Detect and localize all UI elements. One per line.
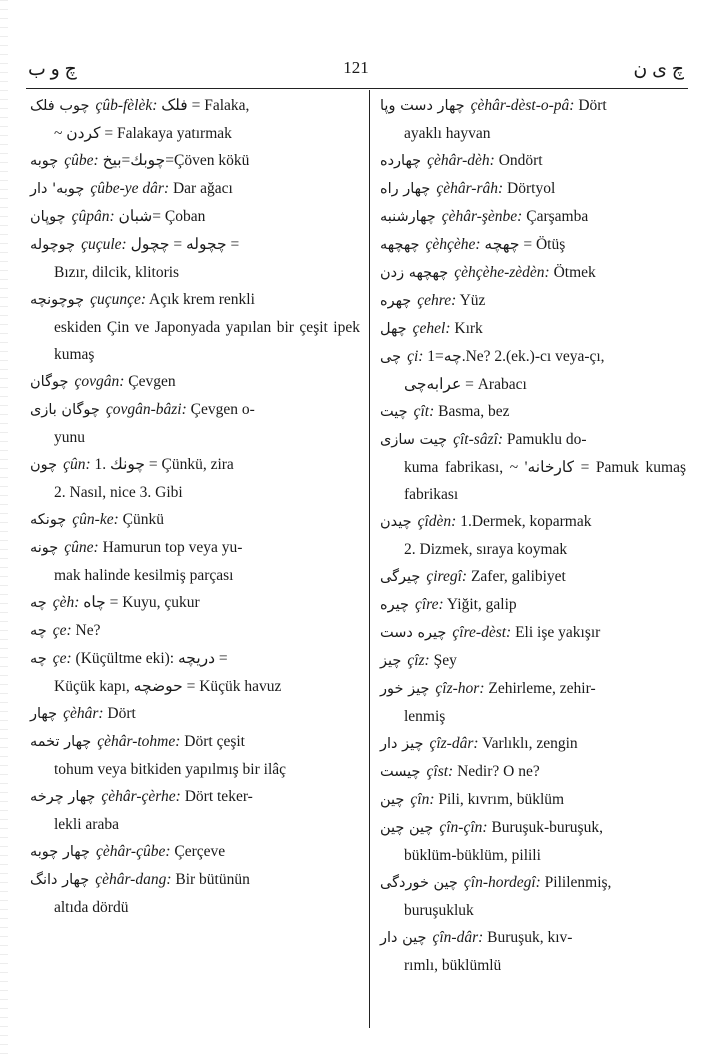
left-column (30, 92, 360, 921)
entry-arabic-script: چهچهه زدن (380, 265, 449, 281)
entry-transliteration: çèhçèhe: (425, 236, 481, 253)
entry-definition: Buruşuk, kıv- (483, 929, 573, 946)
entry-transliteration: çovgân-bâzi: (105, 401, 187, 418)
dictionary-entry (380, 287, 686, 315)
entry-transliteration: çiregî: (426, 568, 468, 585)
dictionary-entry (30, 203, 360, 231)
dictionary-entry (30, 368, 360, 396)
entry-arabic-script: چهار راه (380, 181, 431, 197)
entry-transliteration: çûpân: (71, 208, 115, 225)
entry-transliteration: çîn: (410, 791, 435, 808)
dictionary-entry (380, 786, 686, 814)
dictionary-entry (380, 426, 686, 508)
dictionary-entry (380, 814, 686, 869)
entry-transliteration: çe: (52, 622, 72, 639)
dictionary-entry (30, 92, 360, 147)
dictionary-entry (380, 869, 686, 924)
entry-continuation: Bızır, dilcik, klitoris (54, 264, 180, 281)
entry-transliteration: çèhâr-çûbe: (95, 843, 171, 860)
dictionary-entry (380, 619, 686, 647)
entry-arabic-script: چیز خور (380, 681, 430, 697)
entry-arabic-script: چیرگی (380, 569, 421, 585)
entry-transliteration: çûbe: (64, 152, 99, 169)
dictionary-entry (380, 730, 686, 758)
dictionary-entry (380, 508, 686, 563)
entry-continuation: عرابه‌چی = Arabacı (404, 376, 527, 393)
entry-arabic-script: چوب فلک (30, 98, 90, 114)
dictionary-entry (30, 728, 360, 783)
entry-transliteration: çîre: (414, 596, 444, 613)
entry-arabic-script: چون (30, 457, 58, 473)
dictionary-entry (30, 396, 360, 451)
entry-transliteration: çèhâr-dèst-o-pâ: (470, 97, 575, 114)
entry-definition: چهچه = Ötüş (480, 236, 566, 253)
entry-definition: Nedir? O ne? (453, 763, 540, 780)
entry-arabic-script: چی (380, 349, 402, 365)
dictionary-entry (30, 617, 360, 645)
entry-transliteration: çèhçèhe-zèdèn: (454, 264, 550, 281)
entry-arabic-script: چیت (380, 404, 408, 420)
header-left-letters: چ و ب (28, 59, 77, 80)
entry-continuation: eskiden Çin ve Japonyada yapılan bir çeşit ipek kumaş (54, 319, 360, 363)
dictionary-entry (30, 231, 360, 286)
entry-definition: Pililenmiş, (540, 874, 612, 891)
entry-definition: Dört teker- (180, 788, 253, 805)
entry-continuation: tohum veya bitkiden yapılmış bir ilâç (54, 761, 287, 778)
entry-definition: Açık krem renkli (146, 291, 255, 308)
entry-definition: Pili, kıvrım, büklüm (434, 791, 565, 808)
dictionary-entry (30, 589, 360, 617)
dictionary-entry (30, 506, 360, 534)
entry-definition: Yiğit, galip (443, 596, 517, 613)
entry-definition: Çevgen o- (186, 401, 255, 418)
dictionary-entry (30, 147, 360, 175)
entry-arabic-script: چوپان (30, 209, 66, 225)
dictionary-entry (380, 343, 686, 398)
dictionary-entry (30, 700, 360, 728)
entry-arabic-script: چیز (380, 653, 402, 669)
entry-continuation: yunu (54, 429, 85, 446)
entry-definition: Şey (429, 652, 457, 669)
header-rule (26, 88, 688, 89)
dictionary-entry (380, 924, 686, 979)
dictionary-entry (380, 203, 686, 231)
entry-transliteration: çîn-dâr: (432, 929, 484, 946)
entry-arabic-script: چین خوردگی (380, 875, 458, 891)
entry-transliteration: çèhâr-tohme: (97, 733, 181, 750)
entry-definition: Dar ağacı (169, 180, 233, 197)
dictionary-entry (380, 675, 686, 730)
entry-transliteration: çîst: (426, 763, 454, 780)
entry-arabic-script: چیست (380, 764, 421, 780)
entry-arabic-script: چهارده (380, 153, 422, 169)
entry-definition: Bir bütünün (171, 871, 250, 888)
entry-transliteration: çît: (413, 403, 435, 420)
entry-arabic-script: چونه (30, 540, 59, 556)
entry-transliteration: çe: (52, 650, 72, 667)
entry-arabic-script: چهره (380, 293, 412, 309)
entry-arabic-script: چهچهه (380, 237, 420, 253)
entry-arabic-script: چین دار (380, 930, 427, 946)
column-divider (369, 90, 370, 1028)
entry-definition: Hamurun top veya yu- (98, 539, 243, 556)
entry-transliteration: çèhâr-dèh: (427, 152, 495, 169)
entry-transliteration: çèhâr-şènbe: (441, 208, 523, 225)
dictionary-entry (380, 647, 686, 675)
dictionary-entry (30, 866, 360, 921)
entry-continuation: 2. Nasıl, nice 3. Gibi (54, 484, 183, 501)
entry-arabic-script: چوچونچه (30, 292, 85, 308)
entry-arabic-script: چه (30, 623, 47, 639)
entry-arabic-script: چونکه (30, 512, 67, 528)
entry-transliteration: çèhâr: (63, 705, 104, 722)
entry-transliteration: çûbe-ye dâr: (90, 180, 170, 197)
entry-definition: Basma, bez (434, 403, 510, 420)
dictionary-entry (30, 175, 360, 203)
entry-arabic-script: چه (30, 651, 47, 667)
entry-definition: (Küçültme eki): دریچه = (71, 650, 228, 667)
entry-transliteration: çîz-dâr: (429, 735, 479, 752)
entry-arabic-script: چوبه (30, 153, 59, 169)
entry-arabic-script: چوگان بازی (30, 402, 100, 418)
entry-continuation: 2. Dizmek, sıraya koymak (404, 541, 568, 558)
entry-definition: Ne? (71, 622, 101, 639)
dictionary-entry (30, 451, 360, 506)
dictionary-entry (380, 563, 686, 591)
entry-definition: فلک = Falaka, (157, 97, 250, 114)
entry-transliteration: çuçule: (81, 236, 127, 253)
entry-transliteration: çûne: (64, 539, 99, 556)
entry-arabic-script: چهار (30, 706, 58, 722)
entry-definition: Pamuklu do- (503, 431, 587, 448)
dictionary-entry (30, 645, 360, 700)
dictionary-entry (380, 398, 686, 426)
entry-arabic-script: چه (30, 595, 47, 611)
entry-continuation: ayaklı hayvan (404, 125, 491, 142)
entry-definition: Dörtyol (503, 180, 556, 197)
entry-arabic-script: چهار چرخه (30, 789, 96, 805)
entry-transliteration: çûn: (63, 456, 91, 473)
entry-transliteration: çèhâr-çèrhe: (101, 788, 181, 805)
dictionary-entry (380, 175, 686, 203)
entry-continuation: altıda dördü (54, 899, 129, 916)
entry-arabic-script: چیز دار (380, 736, 424, 752)
entry-transliteration: çîz-hor: (435, 680, 485, 697)
entry-transliteration: çîn-hordegî: (463, 874, 541, 891)
dictionary-entry (380, 92, 686, 147)
entry-definition: Dört (103, 705, 136, 722)
entry-definition: چه=1.Ne? 2.(ek.)-cı veya-çı, (423, 348, 605, 365)
entry-definition: Varlıklı, zengin (478, 735, 578, 752)
entry-transliteration: çèhâr-râh: (436, 180, 504, 197)
entry-definition: شبان= Çoban (114, 208, 206, 225)
header-right-letters: چ ی ن (633, 59, 684, 80)
entry-arabic-script: چوچوله (30, 237, 76, 253)
entry-continuation: büklüm-büklüm, pilili (404, 847, 541, 864)
entry-transliteration: çîre-dèst: (452, 624, 512, 641)
dictionary-entry (380, 315, 686, 343)
entry-definition: Çevgen (124, 373, 176, 390)
entry-transliteration: çîz: (407, 652, 430, 669)
dictionary-entry (30, 838, 360, 866)
entry-definition: چاه = Kuyu, çukur (79, 594, 200, 611)
entry-definition: Çarşamba (522, 208, 589, 225)
entry-arabic-script: چهار دانگ (30, 872, 90, 888)
entry-transliteration: çèh: (52, 594, 80, 611)
entry-arabic-script: چهارشنبه (380, 209, 436, 225)
entry-transliteration: çuçunçe: (90, 291, 147, 308)
entry-continuation: ~ كردن = Falakaya yatırmak (54, 125, 232, 142)
entry-continuation: lenmiş (404, 708, 446, 725)
entry-continuation: buruşukluk (404, 902, 474, 919)
entry-definition: 1. چونك = Çünkü, zira (90, 456, 234, 473)
entry-transliteration: çehre: (417, 292, 457, 309)
entry-arabic-script: چوبه' دار (30, 181, 85, 197)
entry-continuation: lekli araba (54, 816, 119, 833)
entry-transliteration: çehel: (412, 320, 451, 337)
dictionary-entry (380, 591, 686, 619)
entry-transliteration: çèhâr-dang: (95, 871, 172, 888)
entry-transliteration: çûn-ke: (72, 511, 119, 528)
entry-definition: Yüz (456, 292, 486, 309)
entry-transliteration: çi: (407, 348, 424, 365)
entry-arabic-script: چهار دست وپا (380, 98, 465, 114)
entry-arabic-script: چهار تخمه (30, 734, 92, 750)
entry-arabic-script: چیت سازی (380, 432, 448, 448)
page-header (28, 58, 684, 88)
entry-arabic-script: چین (380, 792, 405, 808)
dictionary-entry (380, 758, 686, 786)
entry-definition: 1.Dermek, koparmak (456, 513, 592, 530)
entry-transliteration: çît-sâzî: (453, 431, 504, 448)
entry-transliteration: çîn-çîn: (439, 819, 488, 836)
entry-transliteration: çûb-fèlèk: (95, 97, 158, 114)
dictionary-entry (30, 783, 360, 838)
entry-arabic-script: چوگان (30, 374, 69, 390)
entry-transliteration: çovgân: (74, 373, 125, 390)
entry-definition: Dört (574, 97, 607, 114)
entry-definition: Zafer, galibiyet (467, 568, 566, 585)
entry-definition: Buruşuk-buruşuk, (487, 819, 603, 836)
entry-definition: چوبك=بیخ=Çöven kökü (98, 152, 250, 169)
entry-continuation: Küçük kapı, حوضچه = Küçük havuz (54, 678, 282, 695)
entry-definition: Dört çeşit (180, 733, 245, 750)
entry-definition: Çerçeve (170, 843, 226, 860)
dictionary-entry (380, 147, 686, 175)
entry-definition: چچوله = چچول = (126, 236, 240, 253)
entry-continuation: rımlı, büklümlü (404, 957, 502, 974)
entry-transliteration: çîdèn: (417, 513, 457, 530)
entry-arabic-script: چیدن (380, 514, 412, 530)
scan-edge-speckle (0, 0, 8, 1058)
entry-continuation: mak halinde kesilmiş parçası (54, 567, 234, 584)
page-number: 121 (343, 58, 369, 77)
entry-definition: Çünkü (118, 511, 164, 528)
dictionary-entry (30, 534, 360, 589)
entry-definition: Kırk (450, 320, 483, 337)
entry-arabic-script: چیره دست (380, 625, 447, 641)
entry-arabic-script: چهل (380, 321, 407, 337)
entry-definition: Eli işe yakışır (511, 624, 601, 641)
dictionary-entry (380, 231, 686, 259)
entry-arabic-script: چین چین (380, 820, 434, 836)
entry-arabic-script: چیره (380, 597, 409, 613)
dictionary-entry (380, 259, 686, 287)
entry-arabic-script: چهار چوبه (30, 844, 90, 860)
right-column (380, 92, 686, 979)
entry-definition: Ötmek (549, 264, 596, 281)
entry-definition: Ondört (494, 152, 543, 169)
dictionary-entry (30, 286, 360, 368)
entry-definition: Zehirleme, zehir- (484, 680, 596, 697)
entry-continuation: kuma fabrikası, ~ 'كارخانه = Pamuk kumaş fabrikası (404, 459, 686, 503)
